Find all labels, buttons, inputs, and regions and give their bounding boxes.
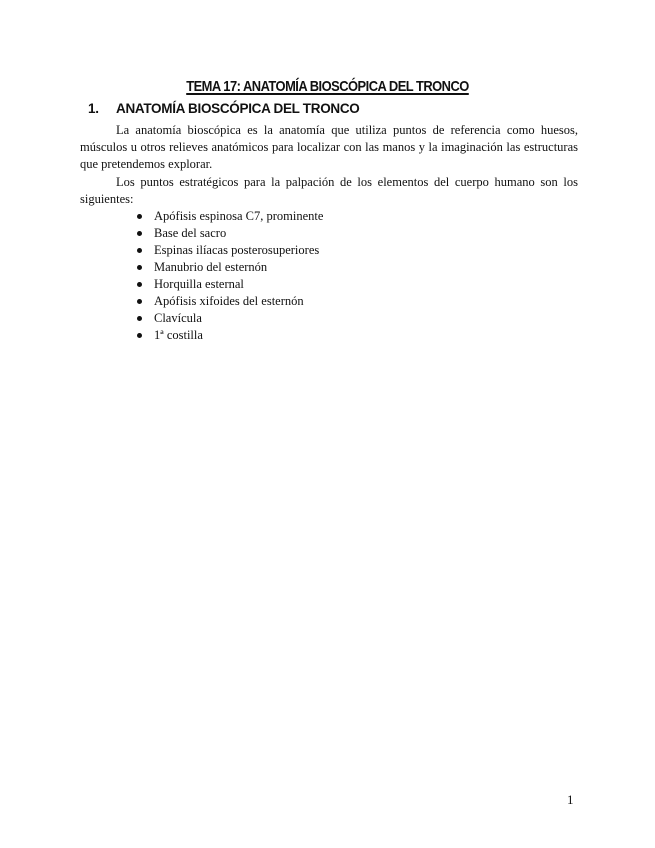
list-item xyxy=(134,225,323,242)
bullet-icon xyxy=(137,282,142,287)
list-item-text: Manubrio del esternón xyxy=(154,260,268,274)
section-number: 1. xyxy=(88,101,99,116)
list-item xyxy=(134,259,323,276)
page-title: TEMA 17: ANATOMÍA BIOSCÓPICA DEL TRONCO xyxy=(186,78,469,95)
bullet-icon xyxy=(137,248,142,253)
paragraph-intro: La anatomía bioscópica es la anatomía que utiliza puntos de referencia como huesos, músculos u otros relieves anatómicos para localizar con las manos y la imaginación las estructuras que pretendemos explorar. xyxy=(80,123,578,171)
list-item xyxy=(134,310,323,327)
section-heading-text: ANATOMÍA BIOSCÓPICA DEL TRONCO xyxy=(116,101,360,116)
page-number: 1 xyxy=(567,792,574,807)
bullet-icon xyxy=(137,316,142,321)
list-item-text: Horquilla esternal xyxy=(154,277,244,291)
list-item xyxy=(134,208,323,225)
bullet-icon xyxy=(137,299,142,304)
bullet-icon xyxy=(137,214,142,219)
list-item-text: Apófisis espinosa C7, prominente xyxy=(154,209,324,223)
paragraph-points: Los puntos estratégicos para la palpación de los elementos del cuerpo humano son los siguientes: xyxy=(80,175,578,206)
list-item xyxy=(134,276,323,293)
list-item-text: Clavícula xyxy=(154,311,202,325)
section-heading xyxy=(88,101,360,116)
list-item-text: 1ª costilla xyxy=(154,328,203,342)
list-item-text: Apófisis xifoides del esternón xyxy=(154,294,304,308)
list-item xyxy=(134,242,323,259)
palpation-points-list xyxy=(134,208,323,344)
bullet-icon xyxy=(137,265,142,270)
bullet-icon xyxy=(137,231,142,236)
bullet-icon xyxy=(137,333,142,338)
list-item xyxy=(134,293,323,310)
list-item-text: Espinas ilíacas posterosuperiores xyxy=(154,243,320,257)
list-item xyxy=(134,327,323,344)
list-item-text: Base del sacro xyxy=(154,226,227,240)
